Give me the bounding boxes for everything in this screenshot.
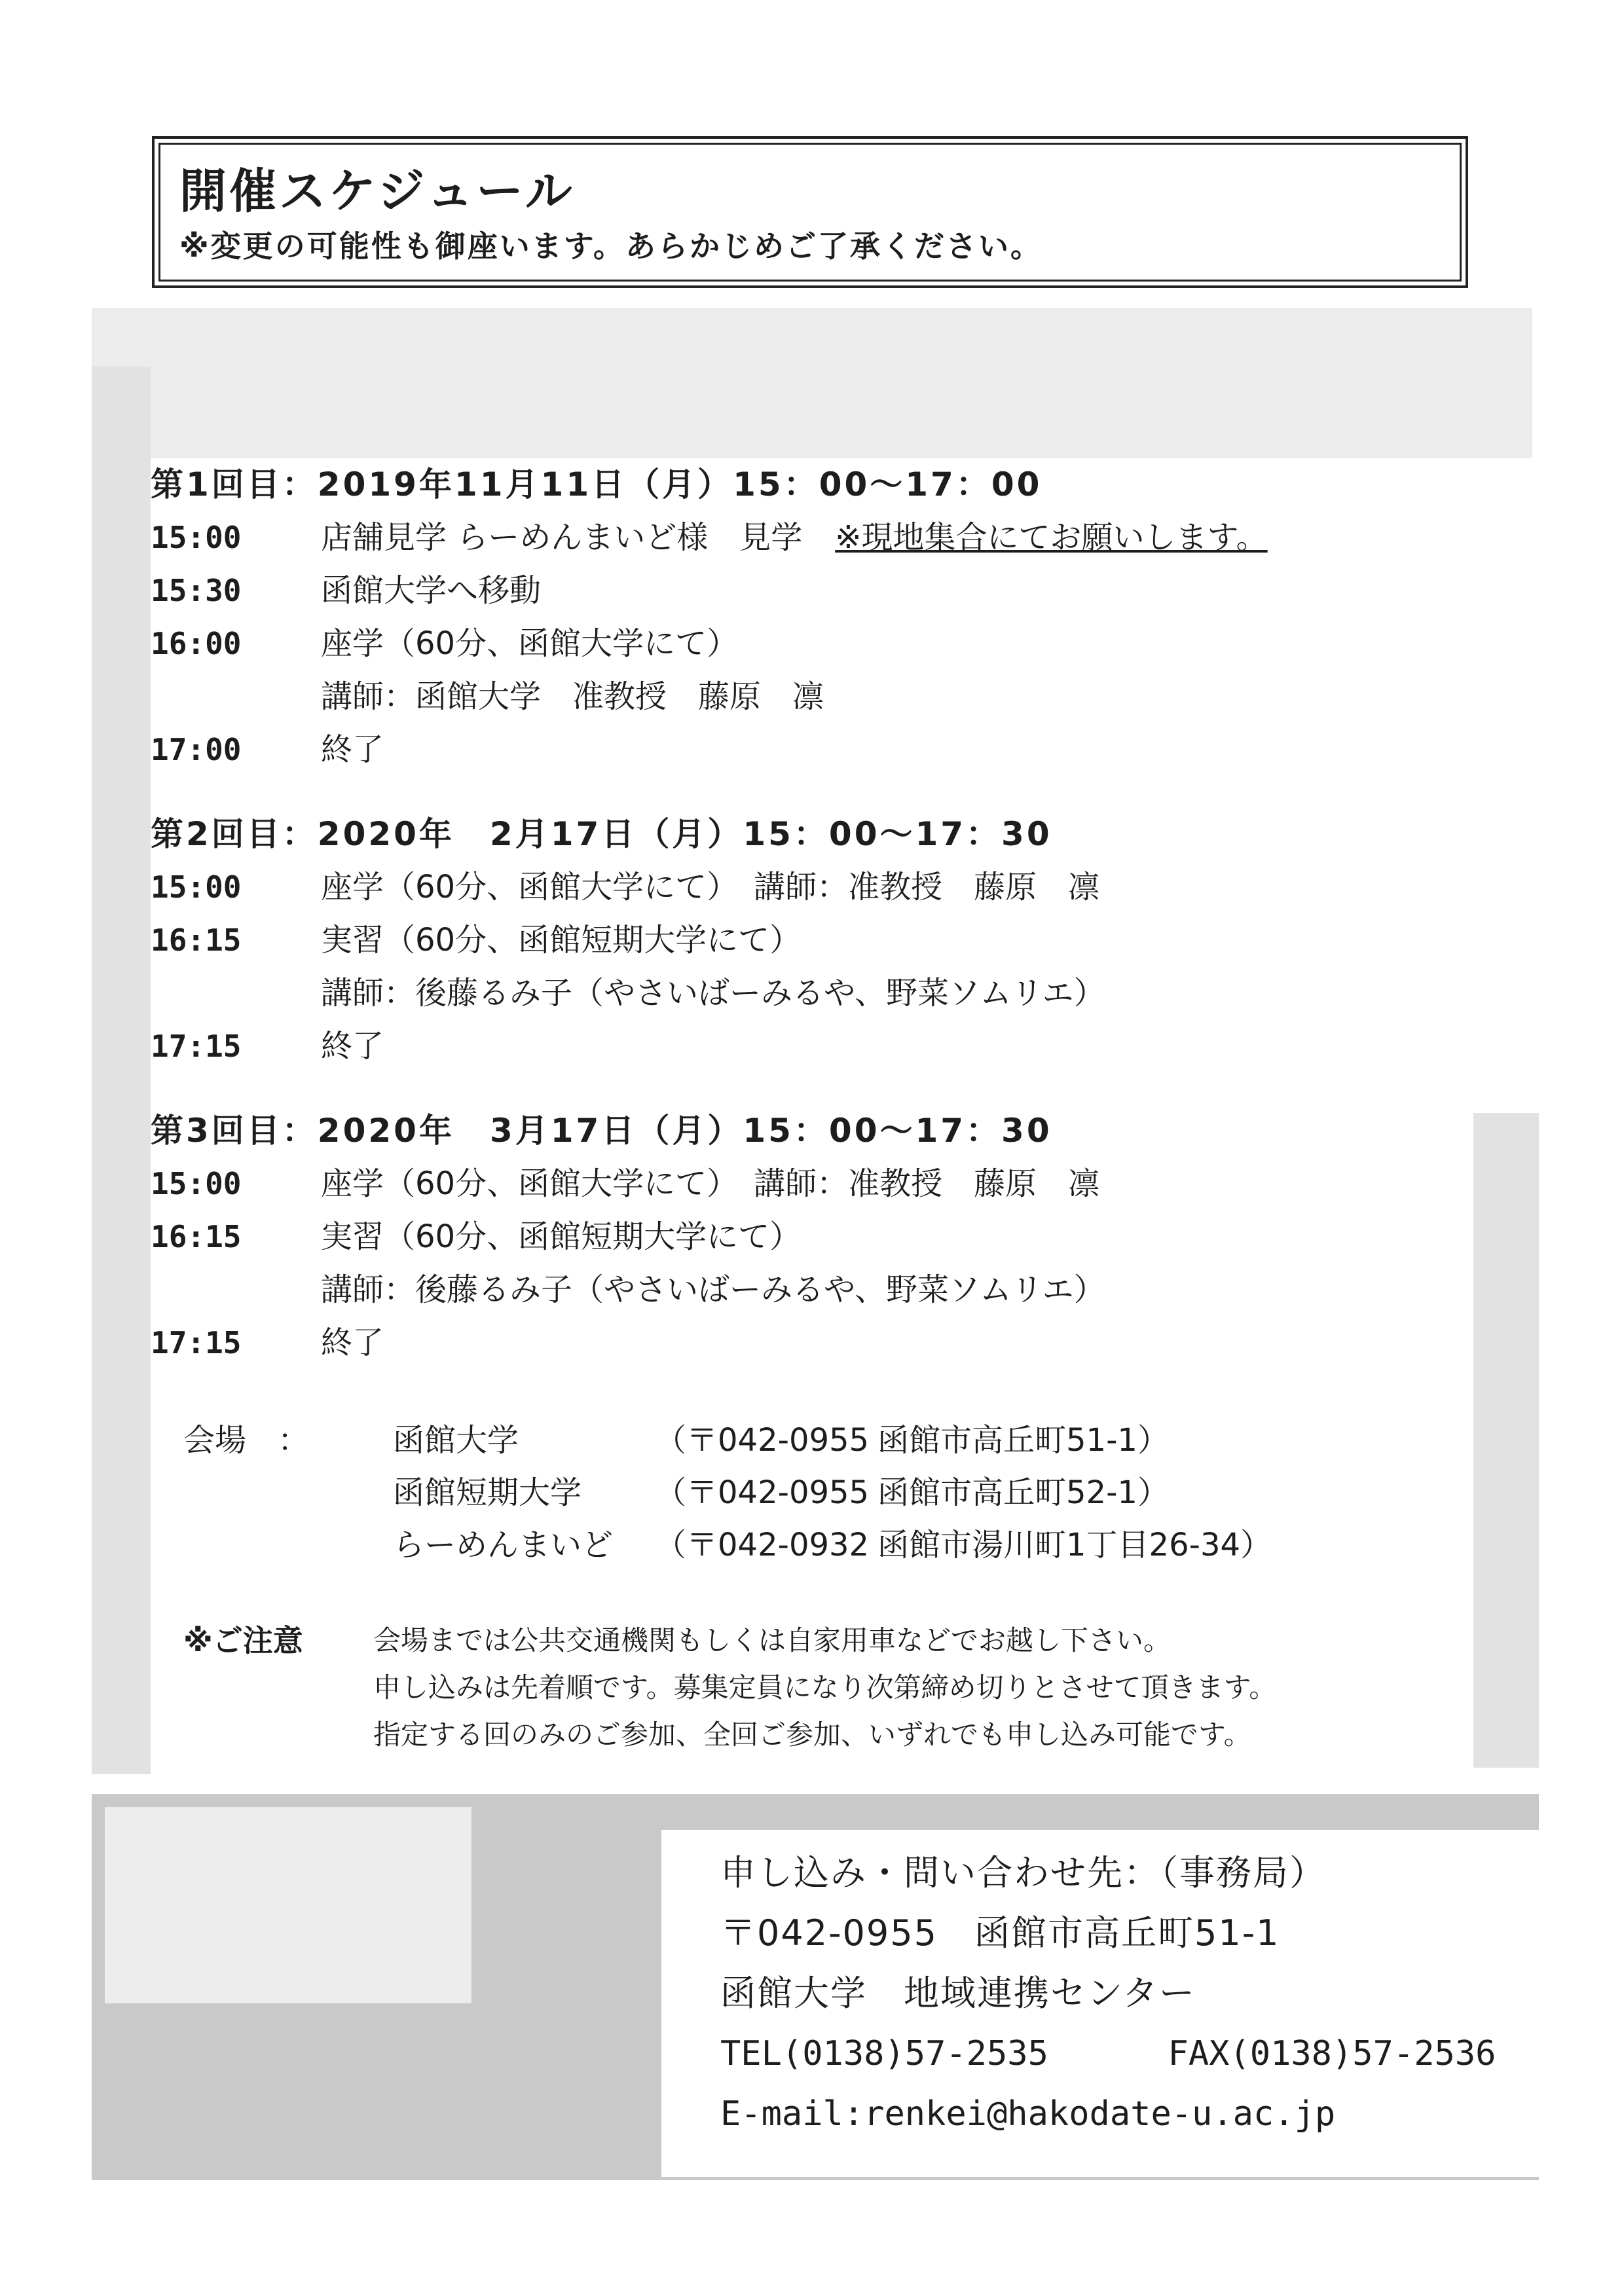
schedule-time bbox=[151, 967, 321, 1020]
schedule-time bbox=[151, 670, 321, 723]
venue-row bbox=[183, 1519, 1272, 1571]
schedule-row bbox=[151, 861, 1454, 914]
schedule-time: 17:00 bbox=[151, 732, 242, 767]
spacer bbox=[151, 1073, 1454, 1104]
schedule-desc: 座学（60分、函館大学にて） 講師：准教授 藤原 凛 bbox=[321, 1165, 1100, 1202]
venue-row bbox=[183, 1414, 1272, 1467]
schedule-time: 15:00 bbox=[151, 869, 242, 905]
note-row bbox=[183, 1617, 1276, 1664]
change-notice: ※変更の可能性も御座います。あらかじめご了承ください。 bbox=[179, 228, 1043, 264]
meeting-point-note: ※現地集合にてお願いします。 bbox=[835, 519, 1268, 556]
note-row bbox=[183, 1664, 1276, 1711]
schedule-row bbox=[151, 1264, 1454, 1317]
venue-zip: （〒042-0932 bbox=[655, 1527, 870, 1563]
schedule-row bbox=[151, 1317, 1454, 1370]
schedule-desc: 店舗見学 らーめんまいど様 見学 bbox=[321, 519, 803, 556]
schedule-row bbox=[151, 670, 1454, 723]
venue-name: らーめんまいど bbox=[393, 1527, 614, 1563]
schedule-desc: 終了 bbox=[321, 731, 384, 768]
session-2-heading: 第2回目：2020年 2月17日（月）15：00～17：30 bbox=[151, 815, 1052, 853]
schedule-desc: 座学（60分、函館大学にて） bbox=[321, 625, 739, 662]
schedule-desc: 終了 bbox=[321, 1028, 384, 1065]
schedule-row bbox=[151, 1020, 1454, 1073]
venue-zip: （〒042-0955 bbox=[655, 1474, 870, 1511]
note-line: 申し込みは先着順です。募集定員になり次第締め切りとさせて頂きます。 bbox=[373, 1671, 1277, 1704]
schedule-title-box bbox=[152, 136, 1468, 288]
contact-heading: 申し込み・問い合わせ先：（事務局） bbox=[720, 1852, 1326, 1893]
contact-box bbox=[661, 1830, 1539, 2177]
venue-address: 函館市高丘町52-1） bbox=[877, 1474, 1169, 1511]
schedule-desc: 講師：後藤るみ子（やさいばーみるや、野菜ソムリエ） bbox=[321, 975, 1105, 1011]
schedule-row bbox=[151, 723, 1454, 776]
background-photo-left bbox=[92, 367, 151, 1774]
contact-phone-row bbox=[720, 2024, 1539, 2084]
schedule-time: 17:15 bbox=[151, 1029, 242, 1064]
notes-section bbox=[183, 1617, 1276, 1758]
schedule-time bbox=[151, 1264, 321, 1317]
schedule-desc: 実習（60分、函館短期大学にて） bbox=[321, 1218, 802, 1255]
schedule-row bbox=[151, 511, 1454, 564]
schedule-time: 15:30 bbox=[151, 573, 242, 608]
schedule-time: 15:00 bbox=[151, 1166, 242, 1201]
venue-name: 函館短期大学 bbox=[393, 1474, 582, 1511]
contact-org: 函館大学 地域連携センター bbox=[720, 1973, 1196, 2014]
venue-row bbox=[183, 1467, 1272, 1519]
page-title: 開催スケジュール bbox=[179, 164, 575, 219]
schedule-time: 16:00 bbox=[151, 626, 242, 661]
session-1-heading: 第1回目：2019年11月11日（月）15：00～17：00 bbox=[151, 465, 1043, 503]
schedule-row bbox=[151, 967, 1454, 1020]
contact-tel: TEL(0138)57-2535 bbox=[720, 2034, 1048, 2073]
spacer bbox=[151, 776, 1454, 808]
venue-address: 函館市湯川町1丁目26-34） bbox=[877, 1527, 1272, 1563]
schedule-desc: 函館大学へ移動 bbox=[321, 572, 542, 609]
note-line: 会場までは公共交通機関もしくは自家用車などでお越し下さい。 bbox=[373, 1624, 1172, 1656]
schedule-time: 16:15 bbox=[151, 922, 242, 958]
contact-fax: FAX(0138)57-2536 bbox=[1168, 2034, 1496, 2073]
background-photo-right bbox=[1473, 1113, 1539, 1768]
notes-label: ※ご注意 bbox=[183, 1623, 303, 1658]
schedule-time: 16:15 bbox=[151, 1219, 242, 1254]
schedule-time: 15:00 bbox=[151, 520, 242, 555]
schedule-row bbox=[151, 914, 1454, 967]
note-line: 指定する回のみのご参加、全回ご参加、いずれでも申し込み可能です。 bbox=[373, 1719, 1251, 1751]
schedule-time: 17:15 bbox=[151, 1325, 242, 1360]
schedule-desc: 座学（60分、函館大学にて） 講師：准教授 藤原 凛 bbox=[321, 869, 1100, 905]
venue-section bbox=[183, 1414, 1272, 1571]
note-row bbox=[183, 1711, 1276, 1758]
contact-email[interactable]: E-mail:renkei@hakodate-u.ac.jp bbox=[720, 2094, 1336, 2134]
schedule-desc: 講師：函館大学 准教授 藤原 凛 bbox=[321, 678, 824, 715]
background-photo-bottom-light bbox=[105, 1807, 471, 2003]
schedule-desc: 実習（60分、函館短期大学にて） bbox=[321, 922, 802, 958]
schedule-row bbox=[151, 564, 1454, 617]
venue-zip: （〒042-0955 bbox=[655, 1422, 870, 1459]
venue-address: 函館市高丘町51-1） bbox=[877, 1422, 1169, 1459]
contact-address: 〒042-0955 函館市高丘町51-1 bbox=[720, 1912, 1280, 1954]
schedule-desc: 講師：後藤るみ子（やさいばーみるや、野菜ソムリエ） bbox=[321, 1271, 1105, 1308]
schedule-row bbox=[151, 1157, 1454, 1211]
venue-name: 函館大学 bbox=[393, 1422, 519, 1459]
schedule-desc: 終了 bbox=[321, 1324, 384, 1361]
venue-label: 会場 ： bbox=[183, 1422, 310, 1459]
background-photo-top bbox=[92, 308, 1532, 458]
session-3-heading: 第3回目：2020年 3月17日（月）15：00～17：30 bbox=[151, 1112, 1052, 1150]
schedule-row bbox=[151, 1211, 1454, 1264]
schedule-row bbox=[151, 617, 1454, 670]
